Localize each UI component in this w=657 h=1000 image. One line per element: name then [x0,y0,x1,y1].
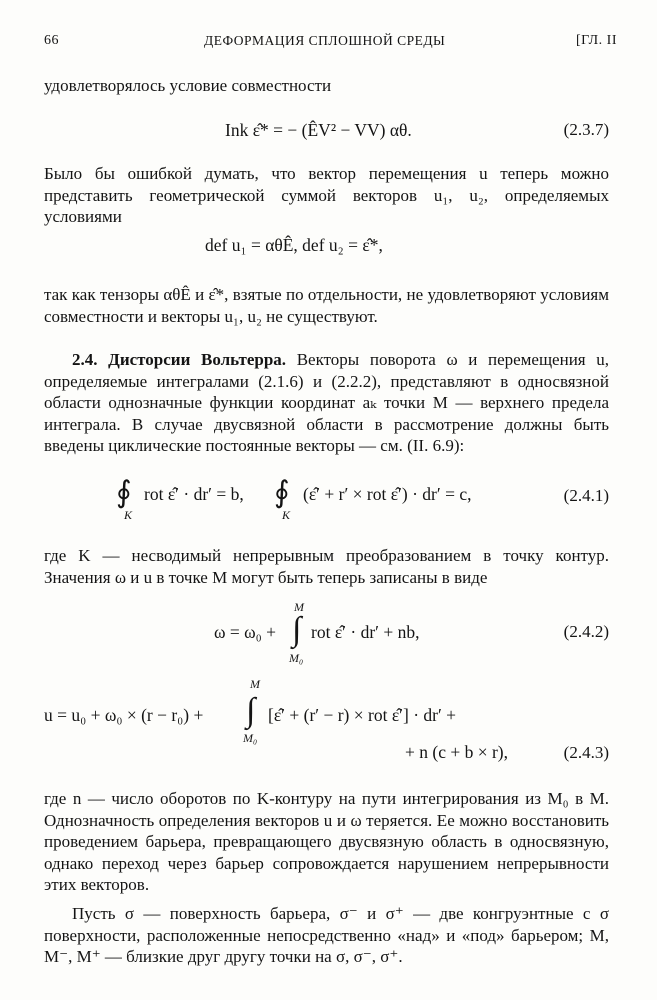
equation-2-4-3-lhs: u = u₀ + ω₀ × (r − r₀) + [44,705,204,725]
contour-integral-sign-2: ∮ [274,476,290,509]
equation-def: def u₁ = αθÊ, def u₂ = ε̂*, [205,235,383,255]
equation-2-3-7: Ink ε̂* = − (ÊV² − VV) αθ. [225,120,412,140]
equation-2-4-2-lhs: ω = ω₀ + [214,622,277,642]
equation-number-2-3-7: (2.3.7) [563,120,609,139]
page-number: 66 [44,33,59,48]
integral-upper-limit-2: M [250,677,260,691]
paragraph-4: где K — несводимый непрерывным преобразованием в точку контур. Значения ω и u в точке M могут быть теперь записаны в виде [44,546,609,587]
integral-lower-limit-2: M₀ [243,731,258,745]
equation-2-4-2-rhs: rot ε̂′ · dr′ + nb, [311,622,420,642]
section-2-4 [44,349,609,457]
contour-label-1: K [124,508,133,522]
section-heading: 2.4. Дисторсии Вольтерра. [72,350,287,369]
paragraph-1: удовлетворялось условие совместности [44,76,332,95]
integral-upper-limit-1: M [294,600,304,614]
contour-integral-sign-1: ∮ [116,476,132,509]
contour-label-2: K [282,508,291,522]
equation-number-2-4-1: (2.4.1) [563,486,609,505]
equation-2-4-3-rhs: [ε̂′ + (r′ − r) × rot ε̂′] · dr′ + [268,705,457,725]
integral-sign-1: ∫ [292,611,302,648]
integral-sign-2: ∫ [246,692,256,729]
running-header [44,33,617,55]
equation-2-4-1-b: (ε̂′ + r′ × rot ε̂′) · dr′ = c, [303,484,472,504]
running-title: ДЕФОРМАЦИЯ СПЛОШНОЙ СРЕДЫ [204,33,446,48]
equation-2-4-3-continuation: + n (c + b × r), [405,742,508,762]
section-text: Векторы поворота ω и перемещения u, определяемые интегралами (2.1.6) и (2.2.2), представляют в односвязной области однозначные функции координат aₖ точки M — верхнего предела интеграла. В случае двусвязной области в рассмотрение должны быть введены циклические постоянные векторы — см. (II. 6.9): [44,350,609,455]
integral-lower-limit-1: M₀ [289,651,304,665]
equation-number-2-4-2: (2.4.2) [563,622,609,641]
paragraph-6: Пусть σ — поверхность барьера, σ⁻ и σ⁺ — две конгруэнтные с σ поверхности, расположенные непосредственно «над» и «под» барьером; M, M⁻, M⁺ — близкие друг другу точки на σ, σ⁻, σ⁺. [44,904,609,966]
equation-2-4-1-a: rot ε̂′ · dr′ = b, [144,484,244,504]
paragraph-5: где n — число оборотов по K-контуру на пути интегрирования из M₀ в M. Однозначность определения векторов u и ω теряется. Ее можно восстановить проведением барьера, превращающего двусвязную область в односвязную, однако переход через барьер сопровождается нарушением непрерывности этих векторов. [44,789,609,894]
paragraph-2: Было бы ошибкой думать, что вектор перемещения u теперь можно представить геометрической суммой векторов u₁, u₂, определяемых условиями [44,164,609,226]
equation-number-2-4-3: (2.4.3) [563,743,609,762]
paragraph-3: так как тензоры αθÊ и ε̂*, взятые по отдельности, не удовлетворяют условиям совместности и векторы u₁, u₂ не существуют. [44,285,609,326]
chapter-marker: [ГЛ. II [575,33,617,48]
